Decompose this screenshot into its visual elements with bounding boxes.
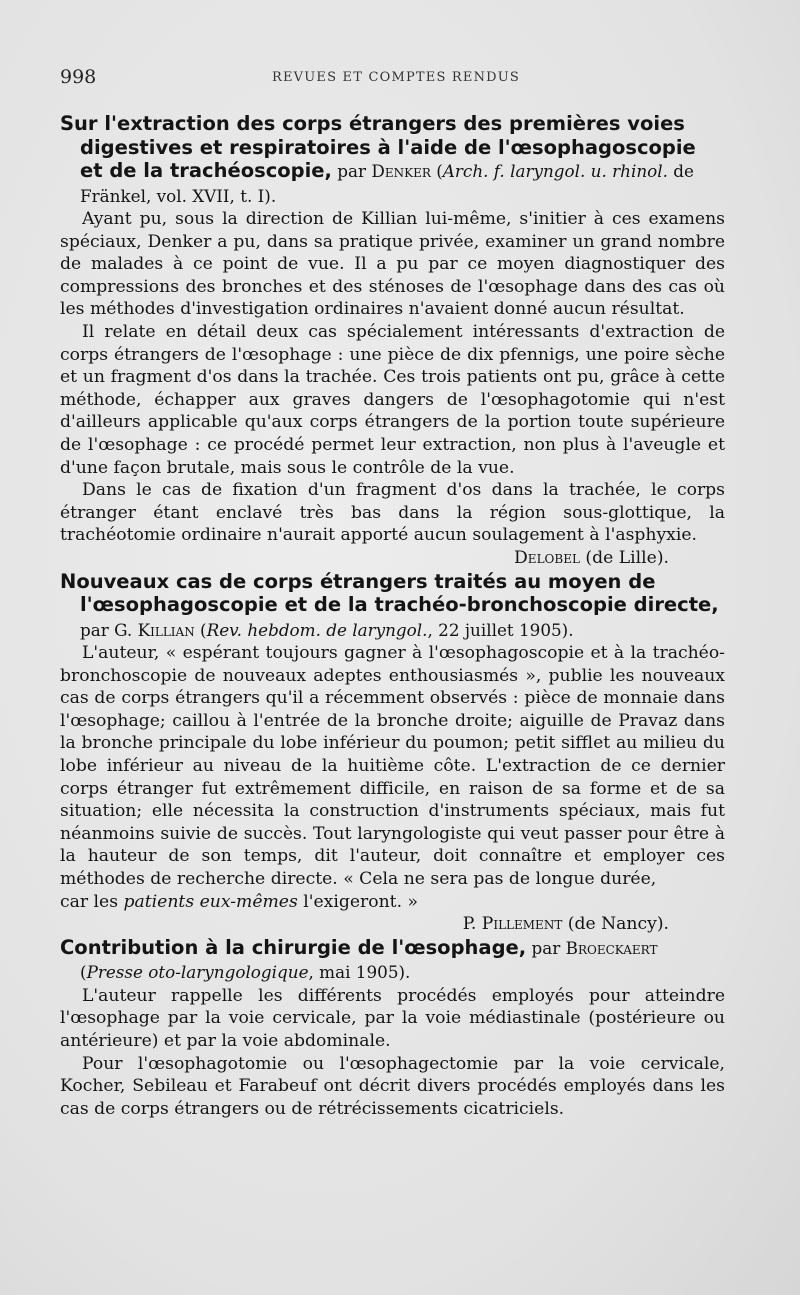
article-title: Nouveaux cas de corps étrangers traités au moyen de l'œsophagoscopie et de la trachéo-bronchoscopie directe, par G. Killian (Rev. hebdom. de laryngol., 22 juillet 1905). — [60, 569, 719, 640]
paragraph: Il relate en détail deux cas spécialement intéressants d'extraction de corps étrangers de l'œsophage : une pièce de dix pfennigs, une poire sèche et un fragment d'os dans la trachée. Ces trois patients ont pu, grâce à cette méthode, échapper aux graves dangers de l'œsophagotomie qui n'est d'ailleurs applicable qu'aux corps étrangers de la portion toute supérieure de l'œsophage : ce procédé permet leur extraction, non plus à l'aveugle et d'une façon brutale, mais sous le contrôle de la vue. — [60, 321, 725, 478]
article-title: Sur l'extraction des corps étrangers des premières voies digestives et respiratoires à l'aide de l'œsophagoscopie et de la trachéoscopie, par Denker (Arch. f. laryngol. u. rhinol. de Fränkel, vol. XVII, t. I). — [60, 112, 696, 206]
paragraph: Dans le cas de fixation d'un fragment d'os dans la trachée, le corps étranger étant enclavé très bas dans la région sous-glottique, la trachéotomie ordinaire n'aurait apporté aucun soulagement à l'asphyxie. — [60, 480, 725, 546]
paragraph: car les patients eux-mêmes l'exigeront. » — [60, 891, 419, 912]
journal-name: Rev. hebdom. de laryngol. — [206, 619, 428, 640]
journal-name: Arch. f. laryngol. u. rhinol. — [442, 161, 668, 181]
article-2 — [60, 570, 725, 936]
article-list — [60, 112, 725, 1120]
article-author: Broeckaert — [565, 937, 658, 958]
page-header — [60, 66, 740, 94]
article-title: Contribution à la chirurgie de l'œsophage, par Broeckaert (Presse oto-laryngologique, mai 1905). — [60, 935, 658, 983]
journal-name: Presse oto-laryngologique — [86, 962, 309, 983]
article-3 — [60, 936, 725, 1121]
article-author: Denker — [371, 161, 431, 181]
page-number: 998 — [60, 66, 97, 88]
reviewer-signature: Delobel (de Lille). — [514, 547, 669, 568]
paragraph: L'auteur, « espérant toujours gagner à l'œsophagoscopie et à la trachéo-bronchoscopie de nouveaux adeptes enthousiasmés », publie les nouveaux cas de corps étrangers qu'il a récemment observés : pièce de monnaie dans l'œsophage; caillou à l'entrée de la bronche droite; aiguille de Pravaz dans la bronche principale du lobe inférieur du poumon; petit sifflet au milieu du lobe inférieur au niveau de la huitième côte. L'extraction de ce dernier corps étranger fut extrêmement difficile, en raison de sa forme et de sa situation; elle nécessita la construction d'instruments spéciaux, mais fut néanmoins suivie de succès. Tout laryngologiste qui veut passer pour être à la hauteur de son temps, dit l'auteur, doit connaître et employer ces méthodes de recherche directe. « Cela ne sera pas de longue durée, — [60, 643, 725, 889]
running-head: REVUES ET COMPTES RENDUS — [272, 70, 521, 85]
article-author: Killian — [137, 619, 195, 640]
article-1 — [60, 112, 725, 570]
paragraph: Pour l'œsophagotomie ou l'œsophagectomie par la voie cervicale, Kocher, Sebileau et Farabeuf ont décrit divers procédés employés dans les cas de corps étrangers ou de rétrécissements cicatriciels. — [60, 1053, 725, 1119]
paragraph: L'auteur rappelle les différents procédés employés pour atteindre l'œsophage par la voie cervicale, par la voie médiastinale (postérieure ou antérieure) et par la voie abdominale. — [60, 985, 725, 1051]
reviewer-signature: P. Pillement (de Nancy). — [462, 914, 669, 935]
paragraph: Ayant pu, sous la direction de Killian lui-même, s'initier à ces examens spéciaux, Denker a pu, dans sa pratique privée, examiner un grand nombre de malades à ce point de vue. Il a pu par ce moyen diagnostiquer des compressions des bronches et des sténoses de l'œsophage dans des cas où les méthodes d'investigation ordinaires n'avaient donné aucun résultat. — [60, 209, 725, 320]
